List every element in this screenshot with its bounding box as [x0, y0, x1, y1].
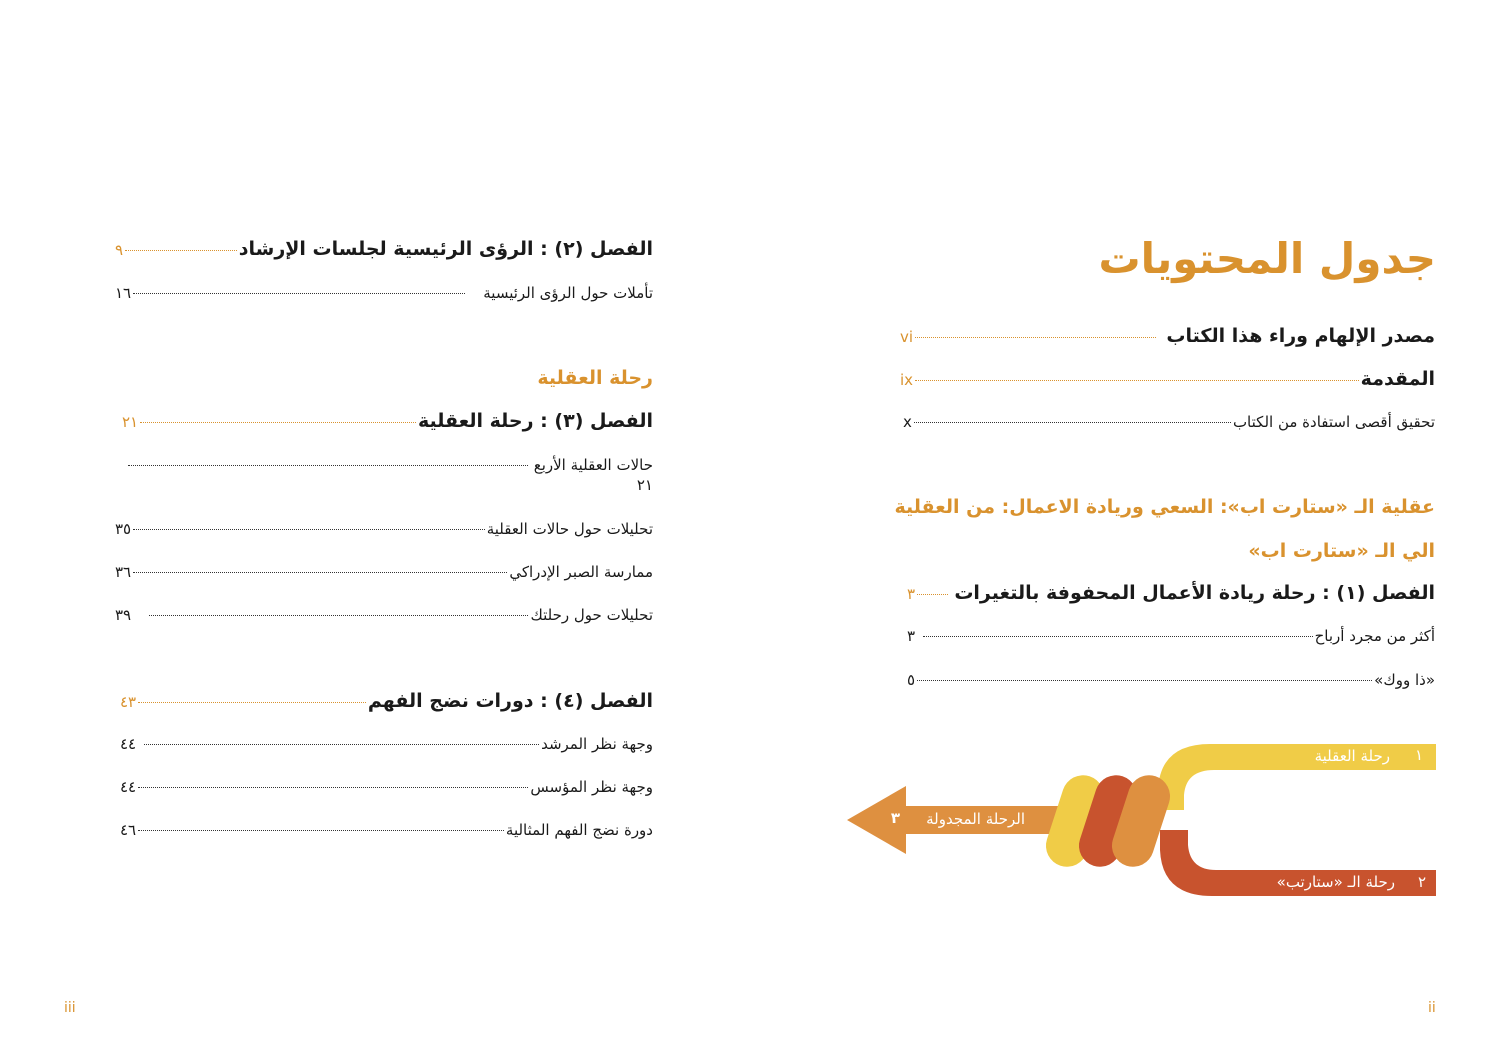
page-ref: ٣: [907, 627, 916, 645]
chapter-title: الفصل (٣) : رحلة العقلية: [417, 410, 653, 432]
item-title: وجهة نظر المرشد: [541, 735, 653, 753]
section-heading-line2: الي الـ «ستارت اب»: [1248, 540, 1435, 562]
page-ref: ٣٩: [115, 606, 132, 624]
page-ref: ٤٤: [120, 735, 137, 753]
page-ref: ٣٥: [115, 520, 132, 538]
item-title: حالات العقلية الأربع: [533, 456, 653, 474]
page-title: جدول المحتويات: [1098, 234, 1436, 283]
page-ref: ٩: [115, 241, 124, 259]
chapter-title: الفصل (٤) : دورات نضج الفهم: [367, 690, 653, 712]
page-ref: ٤٤: [120, 778, 137, 796]
arrow-number: ٣: [890, 809, 900, 827]
page-ref: vi: [900, 328, 914, 346]
item-title: تحليلات حول حالات العقلية: [486, 520, 653, 538]
page-ref: ix: [900, 371, 914, 389]
item-title: ممارسة الصبر الإدراكي: [509, 563, 653, 581]
item-title: مصدر الإلهام وراء هذا الكتاب: [1166, 325, 1435, 347]
startup-label: رحلة الـ «ستارتب»: [1276, 873, 1395, 891]
chapter-title: الفصل (١) : رحلة ريادة الأعمال المحفوفة بالتغيرات: [954, 582, 1435, 604]
page-ref: ٣: [907, 585, 916, 603]
mindset-label: رحلة العقلية: [1314, 747, 1390, 765]
section-heading: رحلة العقلية: [537, 367, 653, 389]
page-ref: ٢١: [122, 413, 139, 431]
page-ref: ٢١: [636, 476, 653, 494]
page-ref: ٤٦: [120, 821, 137, 839]
page-ref: ٤٣: [120, 693, 137, 711]
mindset-number: ١: [1414, 746, 1423, 764]
page-ref: ٣٦: [115, 563, 132, 581]
mindset-band: [1158, 744, 1436, 810]
chapter-title: الفصل (٢) : الرؤى الرئيسية لجلسات الإرشاد: [238, 238, 653, 260]
item-title: «ذا ووك»: [1374, 671, 1435, 689]
item-title: تأملات حول الرؤى الرئيسية: [483, 284, 653, 302]
page-ref: ١٦: [115, 284, 132, 302]
startup-number: ٢: [1417, 873, 1426, 891]
page-number-left: iii: [64, 1000, 76, 1016]
page-ref: ٥: [907, 671, 916, 689]
item-title: دورة نضج الفهم المثالية: [505, 821, 653, 839]
page-ref: x: [903, 413, 912, 431]
item-title: تحليلات حول رحلتك: [530, 606, 653, 624]
arrow-label: الرحلة المجدولة: [926, 810, 1025, 828]
item-title: تحقيق أقصى استفادة من الكتاب: [1232, 413, 1435, 431]
item-title: أكثر من مجرد أرباح: [1314, 627, 1435, 645]
page-number-right: ii: [1428, 1000, 1436, 1016]
item-title: المقدمة: [1360, 368, 1435, 390]
section-heading-line1: عقلية الـ «ستارت اب»: السعي وريادة الاعمال: من العقلية: [894, 496, 1435, 518]
item-title: وجهة نظر المؤسس: [530, 778, 653, 796]
